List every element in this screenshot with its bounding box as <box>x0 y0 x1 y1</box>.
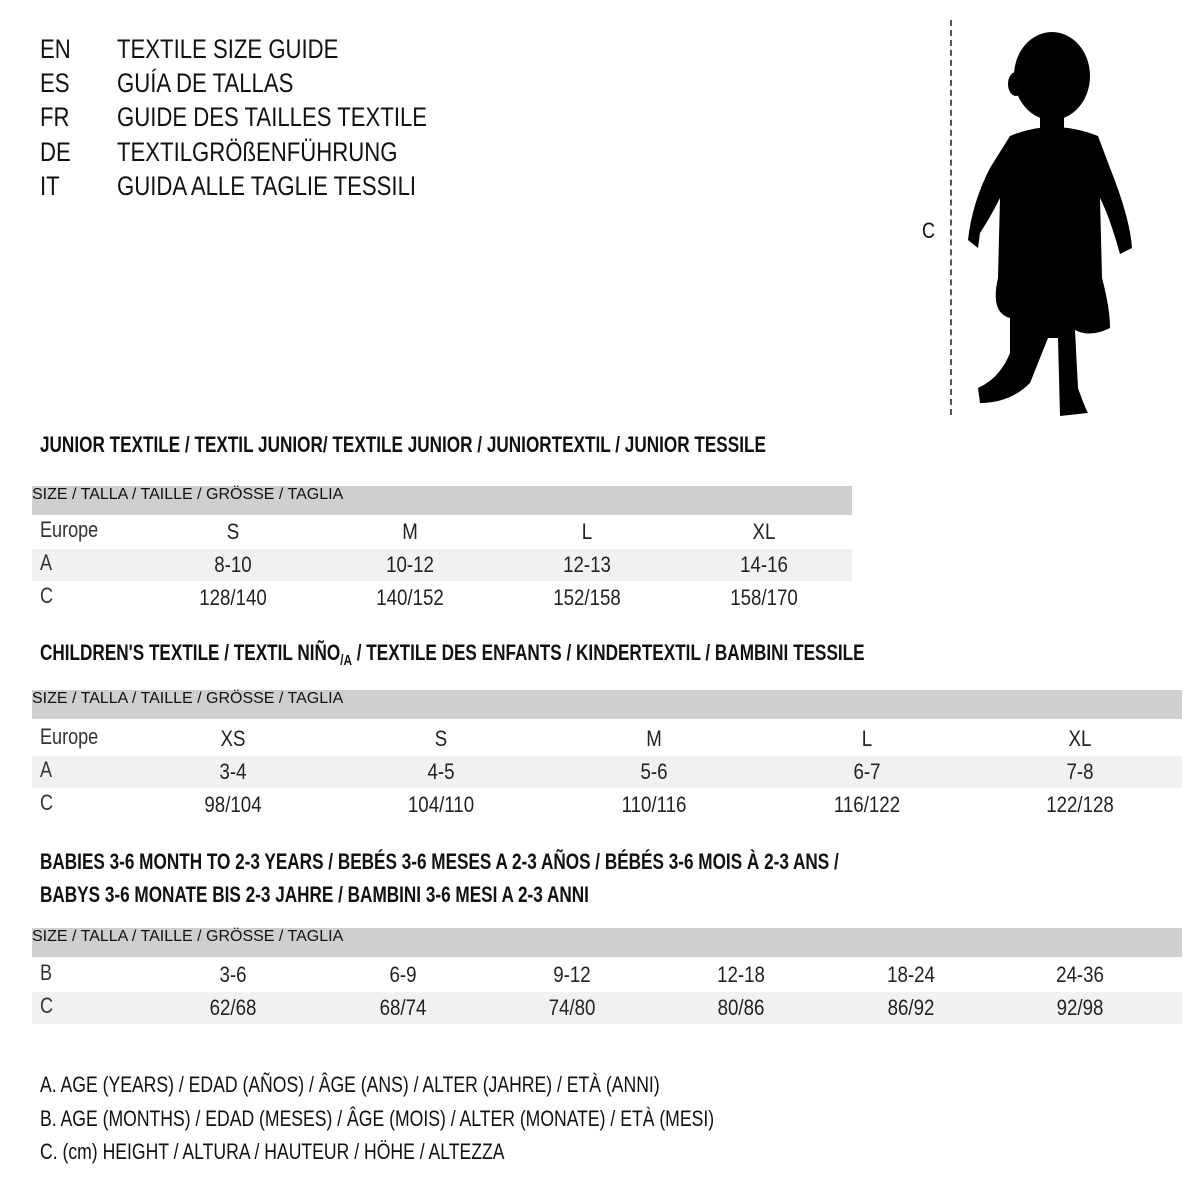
guide-title: TEXTILGRÖßENFÜHRUNG <box>117 137 398 167</box>
language-code: EN <box>40 34 71 64</box>
table-cell: 12-18 <box>717 962 765 987</box>
size-header-bar <box>32 690 1182 719</box>
table-row <box>32 723 1182 755</box>
size-header-bar <box>32 486 852 515</box>
row-label: Europe <box>40 517 99 542</box>
size-header-label: SIZE / TALLA / TAILLE / GRÖSSE / TAGLIA <box>32 690 344 707</box>
table-row <box>32 582 852 614</box>
children-title-main: CHILDREN'S TEXTILE / TEXTIL NIÑO <box>40 640 341 665</box>
table-row <box>32 516 852 548</box>
row-label: C <box>40 790 54 815</box>
table-cell: 152/158 <box>553 585 621 610</box>
row-label: Europe <box>40 724 99 749</box>
guide-title: GUÍA DE TALLAS <box>117 68 294 98</box>
row-label: B <box>40 960 53 985</box>
table-cell: 5-6 <box>640 759 668 784</box>
table-cell: 24-36 <box>1056 962 1104 987</box>
table-cell: 6-9 <box>389 962 417 987</box>
table-cell: XL <box>752 519 776 544</box>
table-cell: 6-7 <box>853 759 881 784</box>
height-label: C <box>922 218 936 243</box>
size-header-bar <box>32 928 1182 957</box>
table-row <box>32 959 1182 991</box>
table-cell: 92/98 <box>1056 995 1104 1020</box>
table-cell: 62/68 <box>209 995 257 1020</box>
table-cell: 68/74 <box>379 995 427 1020</box>
row-label: A <box>40 550 53 575</box>
table-cell: L <box>861 726 873 751</box>
table-cell: 3-6 <box>219 962 247 987</box>
table-cell: XL <box>1068 726 1092 751</box>
table-cell: XS <box>220 726 246 751</box>
table-cell: 86/92 <box>887 995 935 1020</box>
row-label: C <box>40 583 54 608</box>
table-cell: 110/116 <box>621 792 687 817</box>
table-cell: 98/104 <box>204 792 262 817</box>
table-cell: 140/152 <box>376 585 444 610</box>
table-row <box>32 756 1182 788</box>
language-code: DE <box>40 137 71 167</box>
row-label: C <box>40 993 54 1018</box>
table-cell: S <box>226 519 240 544</box>
table-cell: 122/128 <box>1046 792 1114 817</box>
table-cell: L <box>581 519 593 544</box>
table-cell: 18-24 <box>887 962 935 987</box>
size-header-label: SIZE / TALLA / TAILLE / GRÖSSE / TAGLIA <box>32 486 344 503</box>
babies-section-title-1: BABIES 3-6 MONTH TO 2-3 YEARS / BEBÉS 3-6 MESES A 2-3 AÑOS / BÉBÉS 3-6 MOIS À 2-3 ANS / <box>40 849 839 874</box>
junior-section-title: JUNIOR TEXTILE / TEXTIL JUNIOR/ TEXTILE JUNIOR / JUNIORTEXTIL / JUNIOR TESSILE <box>40 432 766 457</box>
language-code: FR <box>40 102 70 132</box>
table-cell: 4-5 <box>427 759 455 784</box>
table-row <box>32 992 1182 1024</box>
children-title-sub: /A <box>340 652 352 669</box>
legend-item: C. (cm) HEIGHT / ALTURA / HAUTEUR / HÖHE / ALTEZZA <box>40 1139 505 1164</box>
legend-item: A. AGE (YEARS) / EDAD (AÑOS) / ÂGE (ANS) / ALTER (JAHRE) / ETÀ (ANNI) <box>40 1072 660 1097</box>
table-cell: 8-10 <box>214 552 252 577</box>
table-cell: 80/86 <box>717 995 765 1020</box>
guide-title: GUIDA ALLE TAGLIE TESSILI <box>117 171 417 201</box>
row-label: A <box>40 757 53 782</box>
table-cell: 104/110 <box>407 792 475 817</box>
table-row <box>32 789 1182 821</box>
table-cell: M <box>646 726 662 751</box>
children-section-title <box>40 640 865 674</box>
guide-title: GUIDE DES TAILLES TEXTILE <box>117 102 428 132</box>
table-cell: 128/140 <box>199 585 267 610</box>
language-code: ES <box>40 68 70 98</box>
table-cell: 12-13 <box>563 552 611 577</box>
table-cell: 3-4 <box>219 759 247 784</box>
babies-section-title-2: BABYS 3-6 MONATE BIS 2-3 JAHRE / BAMBINI 3-6 MESI A 2-3 ANNI <box>40 882 589 907</box>
table-cell: S <box>434 726 448 751</box>
children-title-rest: / TEXTILE DES ENFANTS / KINDERTEXTIL / BAMBINI TESSILE <box>351 640 865 665</box>
size-header-label: SIZE / TALLA / TAILLE / GRÖSSE / TAGLIA <box>32 928 344 945</box>
guide-title: TEXTILE SIZE GUIDE <box>117 34 339 64</box>
table-cell: 14-16 <box>740 552 788 577</box>
table-cell: 7-8 <box>1066 759 1094 784</box>
baby-silhouette-icon <box>960 18 1140 420</box>
table-cell: 116/122 <box>833 792 901 817</box>
height-dashed-line <box>950 20 952 415</box>
table-cell: 158/170 <box>730 585 798 610</box>
table-cell: 9-12 <box>553 962 591 987</box>
table-cell: 74/80 <box>548 995 596 1020</box>
table-cell: M <box>402 519 418 544</box>
table-row <box>32 549 852 581</box>
table-cell: 10-12 <box>386 552 434 577</box>
legend-item: B. AGE (MONTHS) / EDAD (MESES) / ÂGE (MOIS) / ALTER (MONATE) / ETÀ (MESI) <box>40 1106 715 1131</box>
language-code: IT <box>40 171 60 201</box>
